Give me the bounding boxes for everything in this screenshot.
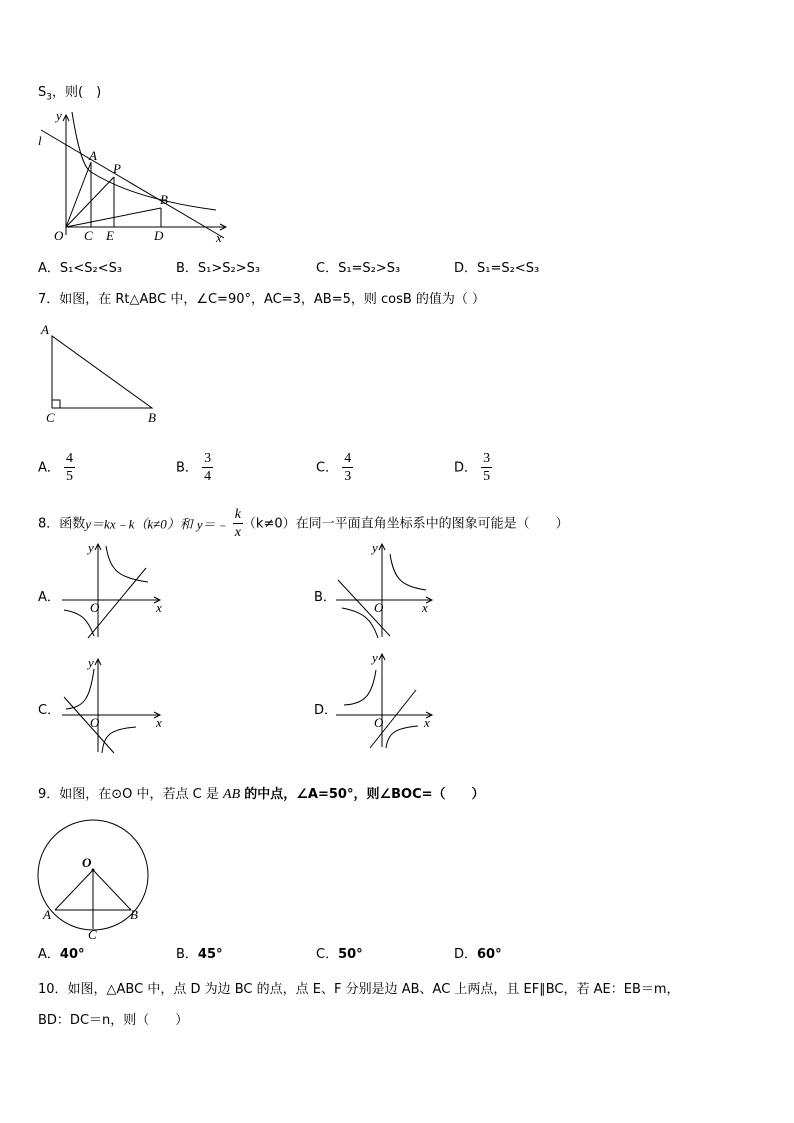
q6-label-d: D	[154, 228, 164, 243]
svg-text:y: y	[372, 540, 378, 555]
q7-figure	[38, 322, 178, 432]
q7-option-d[interactable]: D． $\frac{3}{5}$	[454, 451, 491, 484]
q8-option-a[interactable]: A．	[38, 590, 60, 605]
svg-text:x: x	[156, 715, 162, 730]
q10-stem-line2: BD：DC＝n，则（ ）	[38, 1013, 189, 1028]
q8-option-c[interactable]: C．	[38, 703, 61, 718]
svg-text:y: y	[372, 650, 378, 665]
q8-graph-c	[58, 655, 178, 755]
q6-figure	[36, 110, 266, 250]
q6-stem: $S_3$，则( )	[38, 85, 102, 103]
q7-option-b[interactable]: B． $\frac{3}{4}$	[176, 451, 212, 484]
q7-label-c: C	[46, 410, 55, 425]
svg-text:x: x	[422, 600, 428, 615]
svg-text:O: O	[374, 715, 384, 730]
q7-label-a: A	[41, 322, 49, 337]
q9-option-a[interactable]: A．40°	[38, 947, 85, 962]
q6-label-e: E	[106, 228, 114, 243]
q6-label-l: l	[38, 133, 42, 148]
q7-option-a[interactable]: A． $\frac{4}{5}$	[38, 451, 74, 484]
q6-option-d[interactable]: D．S₁=S₂<S₃	[454, 261, 540, 276]
q8-graph-a	[58, 540, 178, 640]
q6-label-p: P	[113, 161, 121, 176]
svg-text:y: y	[88, 655, 94, 670]
q6-label-b: B	[160, 192, 168, 207]
svg-text:O: O	[374, 600, 384, 615]
q6-label-c: C	[84, 228, 93, 243]
q7-label-b: B	[148, 410, 156, 425]
q9-label-o: O	[82, 855, 92, 870]
q8-stem: 8．函数y＝kx﹣k（k≠0）和 y＝﹣ $\frac{k}{x}$ （k≠0）在同一平面直角坐标系中的图象可能是（ ）	[38, 507, 569, 540]
q9-stem: 9．如图，在⊙O 中，若点 C 是 AB 的中点，∠A=50°，则∠BOC=（ ）	[38, 787, 485, 802]
q6-option-a[interactable]: A．S₁<S₂<S₃	[38, 261, 123, 276]
q8-option-b[interactable]: B．	[314, 590, 336, 605]
q8-option-d[interactable]: D．	[314, 703, 338, 718]
q9-arc-ab: AB	[223, 787, 241, 802]
q8-graph-d	[330, 650, 460, 750]
q9-option-c[interactable]: C．50°	[316, 947, 363, 962]
q6-label-x: x	[216, 230, 222, 245]
q9-figure	[36, 815, 156, 940]
q6-label-a: A	[89, 148, 97, 163]
q6-option-c[interactable]: C．S₁=S₂>S₃	[316, 261, 401, 276]
q6-option-b[interactable]: B．S₁>S₂>S₃	[176, 261, 261, 276]
svg-text:O: O	[90, 600, 100, 615]
svg-text:y: y	[88, 540, 94, 555]
q9-option-d[interactable]: D．60°	[454, 947, 502, 962]
q8-graph-b	[330, 540, 460, 640]
q9-label-b: B	[130, 907, 138, 922]
q7-option-c[interactable]: C． $\frac{4}{3}$	[316, 451, 352, 484]
q6-label-y: y	[56, 108, 62, 123]
q9-label-c: C	[88, 927, 97, 942]
svg-text:O: O	[90, 715, 100, 730]
q9-option-b[interactable]: B．45°	[176, 947, 223, 962]
q10-stem-line1: 10．如图，△ABC 中，点 D 为边 BC 的点，点 E、F 分别是边 AB、AC 上两点，且 EF∥BC，若 AE：EB＝m，	[38, 982, 680, 997]
q7-stem: 7．如图，在 Rt△ABC 中，∠C=90°，AC=3，AB=5，则 cosB 的值为（ ）	[38, 292, 486, 307]
svg-text:x: x	[424, 715, 430, 730]
svg-text:x: x	[156, 600, 162, 615]
q6-label-o: O	[54, 228, 64, 243]
q9-label-a: A	[43, 907, 51, 922]
